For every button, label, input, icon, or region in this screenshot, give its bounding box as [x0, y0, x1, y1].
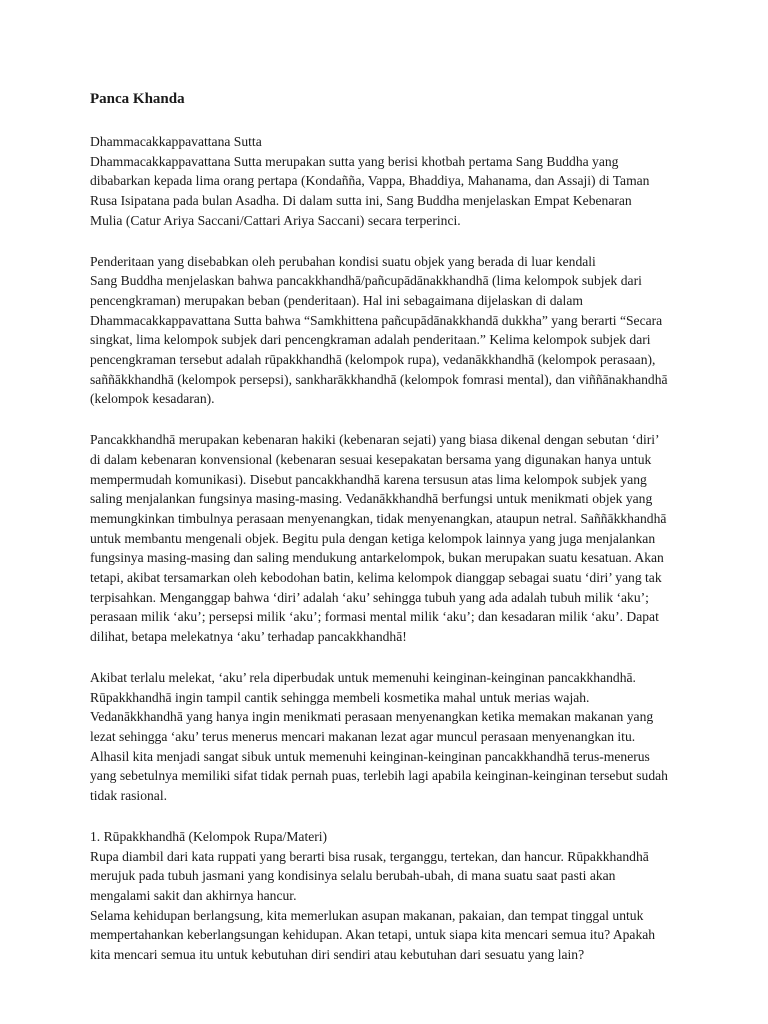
text-line: pencengkraman) merupakan beban (penderitaan). Hal ini sebagaimana dijelaskan di dalam [90, 292, 583, 308]
paragraph-1 [90, 132, 698, 231]
text-line: Rupa diambil dari kata ruppati yang berarti bisa rusak, terganggu, tertekan, dan hancur. Rūpakkhandhā [90, 848, 649, 864]
text-line: saññākkhandhā (kelompok persepsi), sankharākkhandhā (kelompok fomrasi mental), dan viññānakhandhā [90, 371, 668, 387]
text-line: singkat, lima kelompok subjek dari pencengkraman adalah penderitaan.” Kelima kelompok subjek dari [90, 332, 651, 348]
document-title: Panca Khanda [90, 91, 185, 107]
text-line: perasaan milik ‘aku’; persepsi milik ‘aku’; formasi mental milik ‘aku’; dan kesadaran milik ‘aku’. Dapat [90, 609, 659, 625]
text-line: lezat sehingga ‘aku’ terus menerus mencari makanan lezat agar muncul perasaan menyenangkan itu. [90, 728, 636, 744]
text-line: Alhasil kita menjadi sangat sibuk untuk memenuhi keinginan-keinginan pancakkhandhā terus-menerus [90, 748, 650, 764]
text-line: di dalam kebenaran konvensional (kebenaran sesuai kesepakatan bersama yang digunakan hanya untuk [90, 451, 652, 467]
text-line: Dhammacakkappavattana Sutta merupakan sutta yang berisi khotbah pertama Sang Buddha yang [90, 153, 619, 169]
paragraph-2 [90, 252, 698, 410]
paragraph-3 [90, 430, 698, 647]
text-line: untuk membantu mengenali objek. Begitu pula dengan ketiga kelompok lainnya yang juga menjalankan [90, 530, 656, 546]
text-line: Rusa Isipatana pada bulan Asadha. Di dalam sutta ini, Sang Buddha menjelaskan Empat Kebenaran [90, 193, 632, 209]
text-line: Rūpakkhandhā ingin tampil cantik sehingga membeli kosmetika mahal untuk merias wajah. [90, 689, 590, 705]
paragraph-4 [90, 668, 698, 806]
text-line: Vedanākkhandhā yang hanya ingin menikmati perasaan menyenangkan ketika memakan makanan yang [90, 709, 654, 725]
text-line: Penderitaan yang disebabkan oleh perubahan kondisi suatu objek yang berada di luar kendali [90, 253, 596, 269]
text-line: yang sebetulnya memiliki sifat tidak pernah puas, terlebih lagi apabila keinginan-keinginan tersebut sudah [90, 768, 668, 784]
text-line: terpisahkan. Menganggap bahwa ‘diri’ adalah ‘aku’ sehingga tubuh yang ada adalah tubuh milik ‘aku’; [90, 589, 649, 605]
text-line: Selama kehidupan berlangsung, kita memerlukan asupan makanan, pakaian, dan tempat tinggal untuk [90, 907, 644, 923]
document-body [90, 132, 698, 965]
text-line: Pancakkhandhā merupakan kebenaran hakiki (kebenaran sejati) yang biasa dikenal dengan sebutan ‘diri’ [90, 432, 660, 448]
text-line: kita mencari semua itu untuk kebutuhan diri sendiri atau kebutuhan dari sesuatu yang lain? [90, 947, 585, 963]
text-line: 1. Rūpakkhandhā (Kelompok Rupa/Materi) [90, 828, 328, 844]
text-line: tidak rasional. [90, 788, 168, 804]
text-line: dibabarkan kepada lima orang pertapa (Kondañña, Vappa, Bhaddiya, Mahanama, dan Assaji) di Taman [90, 173, 650, 189]
text-line: tetapi, akibat tersamarkan oleh kebodohan batin, kelima kelompok dianggap sebagai suatu ‘diri’ yang tak [90, 570, 662, 586]
text-line: Akibat terlalu melekat, ‘aku’ rela diperbudak untuk memenuhi keinginan-keinginan pancakkhandhā. [90, 669, 636, 685]
text-line: (kelompok kesadaran). [90, 391, 215, 407]
text-line: merujuk pada tubuh jasmani yang kondisinya selalu berubah-ubah, di mana suatu saat pasti akan [90, 868, 616, 884]
text-line: dilihat, betapa melekatnya ‘aku’ terhadap pancakkhandhā! [90, 629, 407, 645]
text-line: mengalami sakit dan akhirnya hancur. [90, 887, 297, 903]
text-line: mempermudah komunikasi). Disebut pancakkhandhā karena tersusun atas lima kelompok subjek yang [90, 471, 647, 487]
text-line: Dhammacakkappavattana Sutta [90, 134, 262, 149]
text-line: pencengkraman tersebut adalah rūpakkhandhā (kelompok rupa), vedanākkhandhā (kelompok perasaan), [90, 352, 656, 368]
text-line: mempertahankan keberlangsungan kehidupan. Akan tetapi, untuk siapa kita mencari semua itu? Apakah [90, 927, 656, 943]
text-line: Mulia (Catur Ariya Saccani/Cattari Ariya Saccani) secara terperinci. [90, 212, 461, 228]
text-line: fungsinya masing-masing dan saling mendukung antarkelompok, bukan merupakan suatu kesatuan. Akan [90, 550, 664, 566]
text-line: saling menjalankan fungsinya masing-masing. Vedanākkhandhā berfungsi untuk menikmati objek yang [90, 491, 653, 507]
text-line: Sang Buddha menjelaskan bahwa pancakkhandhā/pañcupādānakkhandhā (lima kelompok subjek dari [90, 273, 642, 289]
paragraph-5 [90, 827, 698, 965]
text-line: Dhammacakkappavattana Sutta bahwa “Samkhittena pañcupādānakkhandā dukkha” yang berarti “Secara [90, 312, 663, 328]
text-line: memungkinkan timbulnya perasaan menyenangkan, tidak menyenangkan, ataupun netral. Saññākkhandhā [90, 510, 667, 526]
